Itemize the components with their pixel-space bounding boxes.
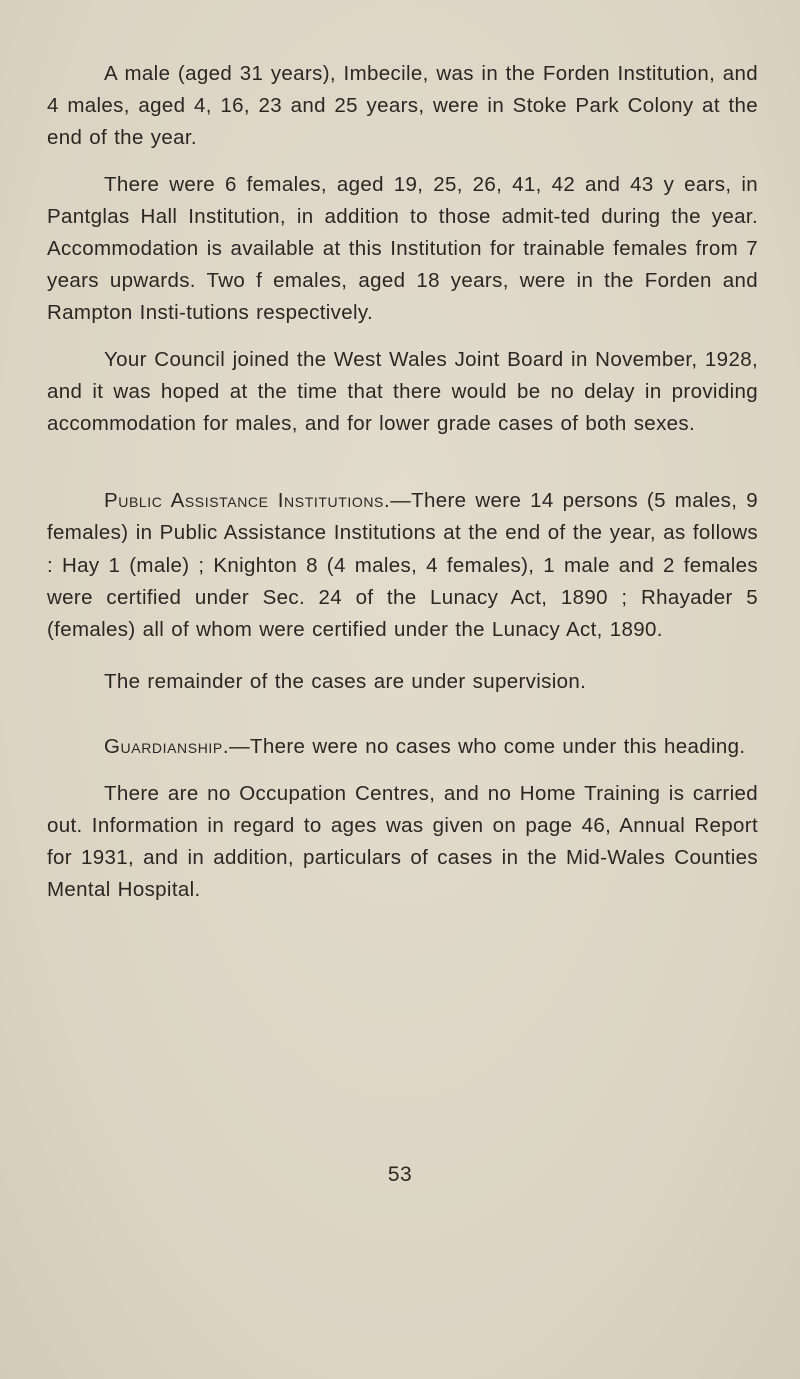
heading-public-assistance-institutions: Public Assistance Institutions.: [104, 489, 391, 513]
heading-guardianship: Guardianship.: [104, 735, 230, 759]
guardianship-body: —There were no cases who come under this heading.: [229, 735, 746, 759]
paragraph-public-assistance: [47, 485, 758, 646]
paragraph-guardianship: [47, 731, 758, 763]
paragraph-west-wales-joint-board: Your Council joined the West Wales Joint Board in November, 1928, and it was hoped at the time that there would be no delay in providing accommodation for males, and for lower grade cases of both sexes.: [47, 347, 758, 436]
paragraph-remainder-supervision: The remainder of the cases are under supervision.: [104, 670, 587, 694]
public-assistance-body: —There were 14 persons (5 males, 9 females) in Public Assistance Institutions at the end of the year, as follows : Hay 1 (male) ; Knighton 8 (4 males, 4 females), 1 male and 2 females were certified under Sec. 24 of the Lunacy Act, 1890 ; Rhayader 5 (females) all of whom were certified under the Lunacy Act, 1890.: [47, 489, 758, 642]
page-number: 53: [387, 1163, 413, 1186]
paragraph-occupation-centres: There are no Occupation Centres, and no Home Training is carried out. Information in regard to ages was given on page 46, Annual Report for 1931, and in addition, particulars of cases in the Mid-Wales Counties Mental Hospital.: [47, 781, 758, 902]
paragraph-forden-stoke-park: A male (aged 31 years), Imbecile, was in the Forden Institution, and 4 males, aged 4, 16, 23 and 25 years, were in Stoke Park Colony at the end of the year.: [47, 62, 758, 150]
paragraph-pantglas-hall: There were 6 females, aged 19, 25, 26, 41, 42 and 43 y ears, in Pantglas Hall Institution, in addition to those admit-ted during the year. Accommodation is available at this Institution for trainable females from 7 years upwards. Two f emales, aged 18 years, were in the Forden and Rampton Insti-tutions respectively.: [47, 172, 758, 325]
body-text: [47, 58, 758, 906]
